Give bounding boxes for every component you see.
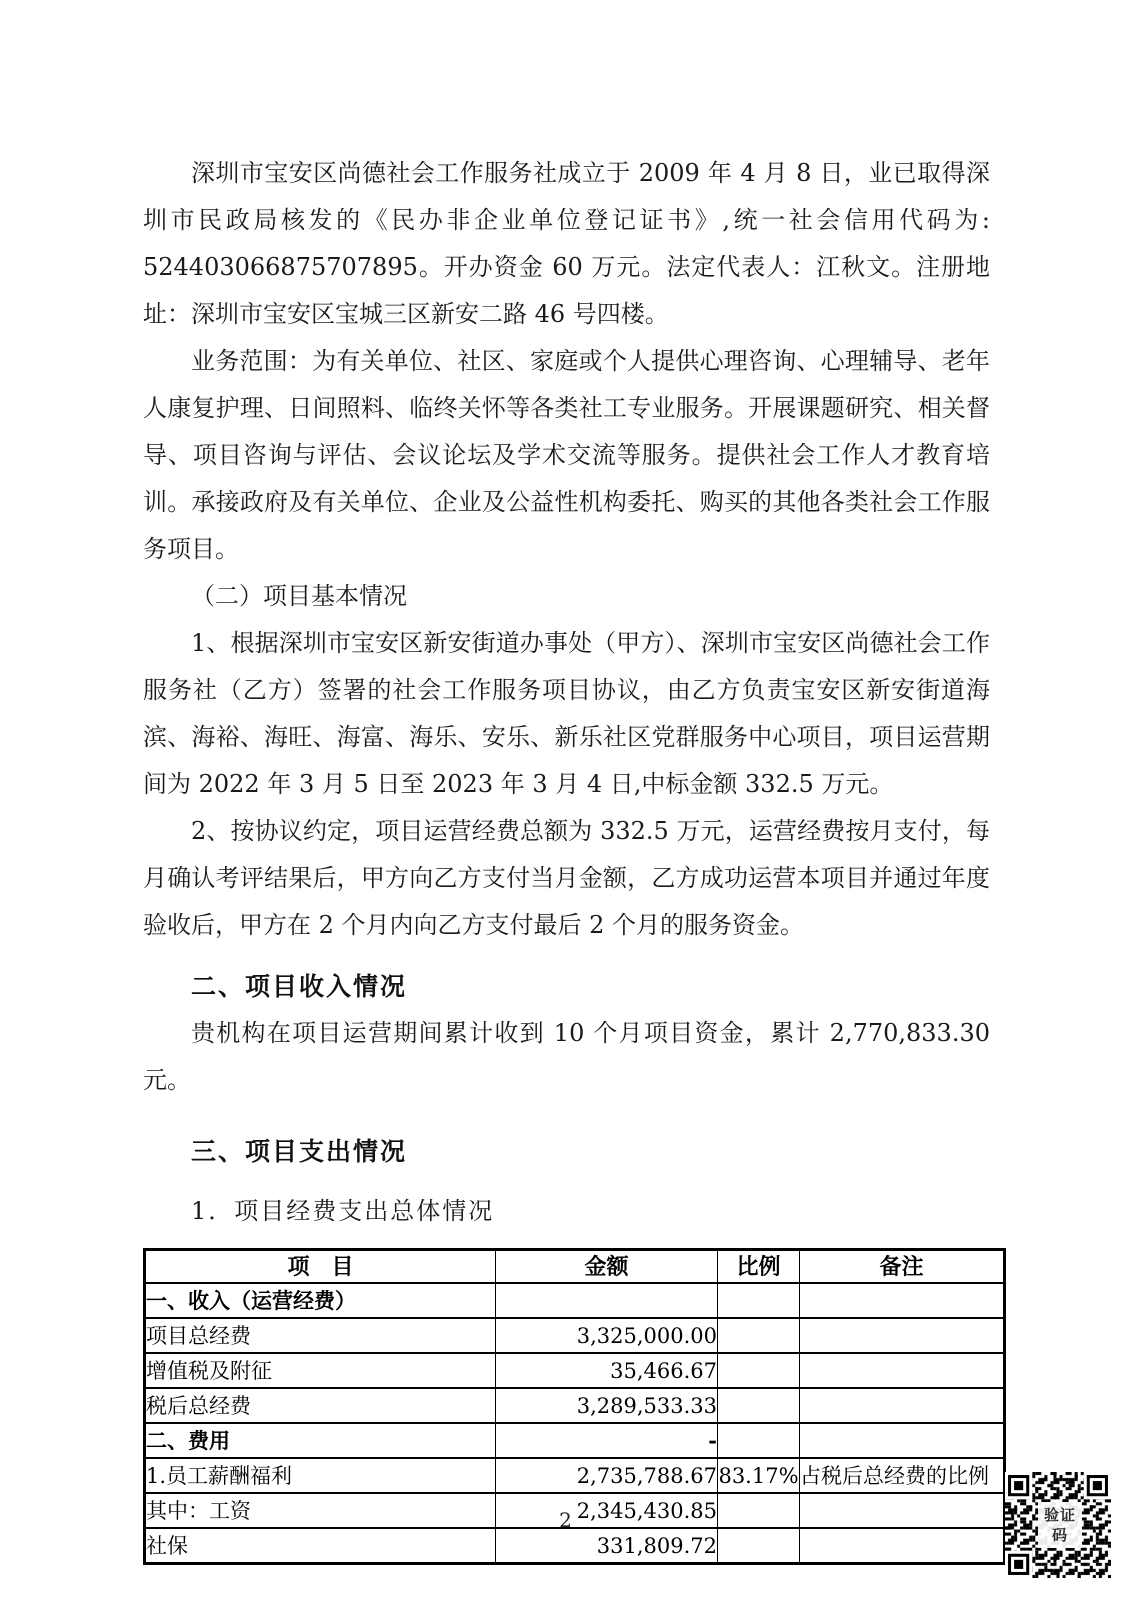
cell-note [800,1283,1005,1318]
qr-caption: 验证码 [1038,1502,1082,1548]
cell-ratio [718,1423,800,1458]
cell-item: 一、收入（运营经费） [145,1283,496,1318]
paragraph-payment-terms: 2、按协议约定，项目运营经费总额为 332.5 万元，运营经费按月支付，每月确认考评结果后，甲方向乙方支付当月金额，乙方成功运营本项目并通过年度验收后，甲方在 2 个月内向乙方支付最后 2 个月的服务资金。 [143,817,990,939]
document-content [143,150,990,1565]
cell-amount: 35,466.67 [496,1353,718,1388]
cell-amount: 3,325,000.00 [496,1318,718,1353]
cell-note [800,1388,1005,1423]
cell-ratio [718,1283,800,1318]
cell-item: 项目总经费 [145,1318,496,1353]
cell-amount: 2,345,430.85 [496,1493,718,1528]
paragraph-org-intro: 深圳市宝安区尚德社会工作服务社成立于 2009 年 4 月 8 日，业已取得深圳市民政局核发的《民办非企业单位登记证书》,统一社会信用代码为: 524403066875707895。开办资金 60 万元。法定代表人：江秋文。注册地址：深圳市宝安区宝城三区新安二路 46 号四楼。 [143,159,990,328]
cell-item: 税后总经费 [145,1388,496,1423]
paragraph-business-scope: 业务范围：为有关单位、社区、家庭或个人提供心理咨询、心理辅导、老年人康复护理、日间照料、临终关怀等各类社工专业服务。开展课题研究、相关督导、项目咨询与评估、会议论坛及学术交流等服务。提供社会工作人才教育培训。承接政府及有关单位、企业及公益性机构委托、购买的其他各类社会工作服务项目。 [143,347,990,563]
paragraph-agreement: 1、根据深圳市宝安区新安街道办事处（甲方）、深圳市宝安区尚德社会工作服务社（乙方）签署的社会工作服务项目协议，由乙方负责宝安区新安街道海滨、海裕、海旺、海富、海乐、安乐、新乐社区党群服务中心项目，项目运营期间为 2022 年 3 月 5 日至 2023 年 3 月 4 日,中标金额 332.5 万元。 [143,629,990,798]
col-header-item: 项 目 [145,1250,496,1284]
table-row [145,1283,1005,1318]
subheading-expense-overview: 1．项目经费支出总体情况 [191,1197,495,1225]
qr-code [1005,1472,1111,1578]
cell-ratio [718,1318,800,1353]
cell-amount: 3,289,533.33 [496,1388,718,1423]
col-header-ratio: 比例 [718,1250,800,1284]
table-header-row [145,1250,1005,1284]
cell-ratio [718,1353,800,1388]
paragraph-income: 贵机构在项目运营期间累计收到 10 个月项目资金，累计 2,770,833.30 元。 [143,1019,990,1094]
col-header-note: 备注 [800,1250,1005,1284]
cell-note [800,1423,1005,1458]
cell-item: 其中：工资 [145,1493,496,1528]
table-row [145,1388,1005,1423]
heading-expense: 三、项目支出情况 [191,1137,408,1166]
table-row [145,1458,1005,1493]
cell-item: 二、费用 [145,1423,496,1458]
table-row [145,1528,1005,1564]
heading-project-basic: （二）项目基本情况 [191,582,407,610]
cell-item: 增值税及附征 [145,1353,496,1388]
cell-item: 社保 [145,1528,496,1564]
cell-ratio [718,1388,800,1423]
cell-amount: - [496,1423,718,1458]
page-number: 2 [559,1508,572,1532]
cell-ratio [718,1528,800,1564]
table-row [145,1353,1005,1388]
cell-note [800,1318,1005,1353]
cell-amount [496,1283,718,1318]
table-row [145,1423,1005,1458]
cell-amount: 2,735,788.67 [496,1458,718,1493]
cell-ratio: 83.17% [718,1458,800,1493]
heading-income: 二、项目收入情况 [191,972,408,1001]
cell-note [800,1353,1005,1388]
cell-note: 占税后总经费的比例 [800,1458,1005,1493]
cell-item: 1.员工薪酬福利 [145,1458,496,1493]
col-header-amount: 金额 [496,1250,718,1284]
cell-note [800,1528,1005,1564]
table-row [145,1318,1005,1353]
cell-amount: 331,809.72 [496,1528,718,1564]
